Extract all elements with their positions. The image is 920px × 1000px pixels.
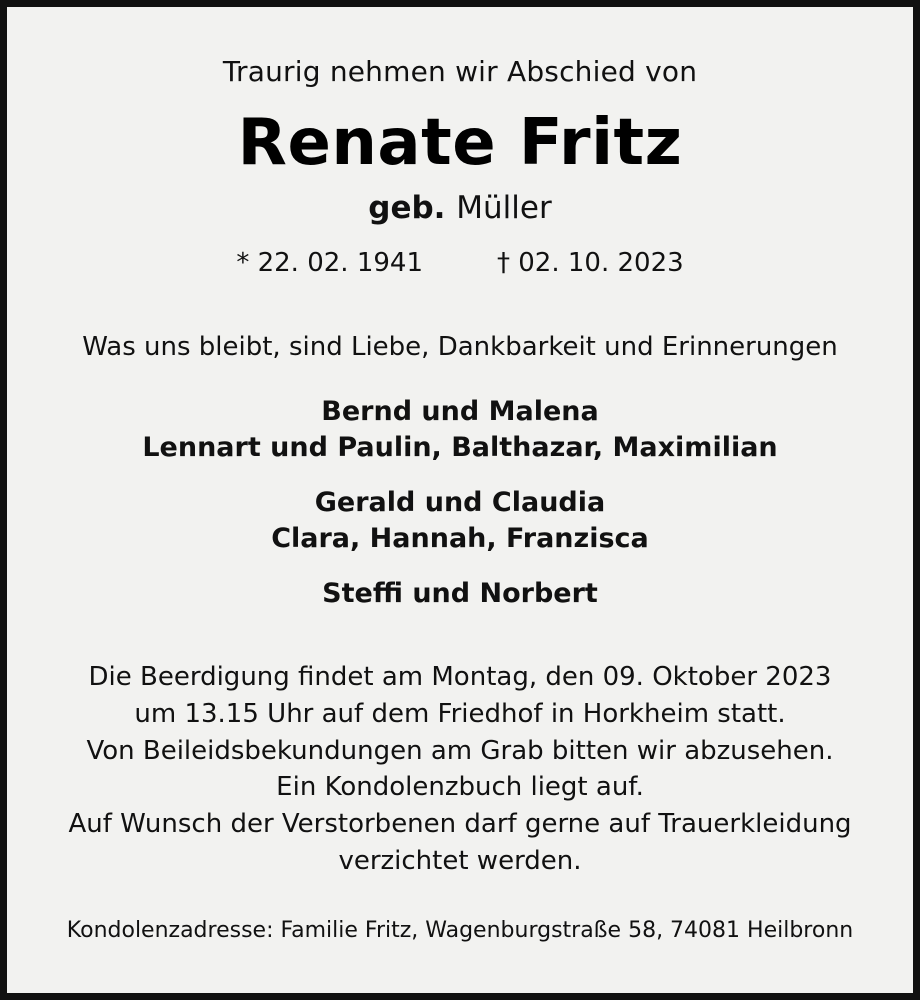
funeral-details: [51, 659, 869, 880]
memorial-verse: Was uns bleibt, sind Liebe, Dankbarkeit und Erinnerungen: [82, 332, 838, 363]
maiden-surname: Müller: [456, 190, 552, 227]
birth-date: * 22. 02. 1941: [236, 248, 423, 279]
family-group: [51, 485, 869, 557]
funeral-details-line: verzichtet werden.: [338, 846, 582, 877]
funeral-details-line: Ein Kondolenzbuch liegt auf.: [276, 772, 644, 803]
funeral-details-line: Auf Wunsch der Verstorbenen darf gerne auf Trauerkleidung: [68, 809, 852, 840]
family-list: [51, 394, 869, 612]
family-line: Lennart und Paulin, Balthazar, Maximilian: [142, 432, 778, 464]
funeral-details-line: um 13.15 Uhr auf dem Friedhof in Horkheim statt.: [134, 698, 786, 729]
deceased-name: Renate Fritz: [237, 106, 683, 180]
condolence-address: Kondolenzadresse: Familie Fritz, Wagenburgstraße 58, 74081 Heilbronn: [66, 918, 854, 944]
family-line: Bernd und Malena: [321, 396, 599, 428]
funeral-details-line: Die Beerdigung findet am Montag, den 09. Oktober 2023: [88, 661, 832, 692]
intro-text: Traurig nehmen wir Abschied von: [222, 55, 698, 88]
family-line: Gerald und Claudia: [314, 487, 606, 518]
family-line: Clara, Hannah, Franzisca: [271, 522, 649, 554]
maiden-prefix: geb.: [368, 190, 446, 227]
family-line: Steffi und Norbert: [322, 577, 598, 609]
life-dates: [51, 248, 869, 278]
maiden-name: [51, 190, 869, 226]
death-date: † 02. 10. 2023: [497, 248, 684, 279]
funeral-details-line: Von Beileidsbekundungen am Grab bitten wir abzusehen.: [86, 735, 834, 766]
family-group: [51, 394, 869, 466]
family-group: [51, 576, 869, 612]
